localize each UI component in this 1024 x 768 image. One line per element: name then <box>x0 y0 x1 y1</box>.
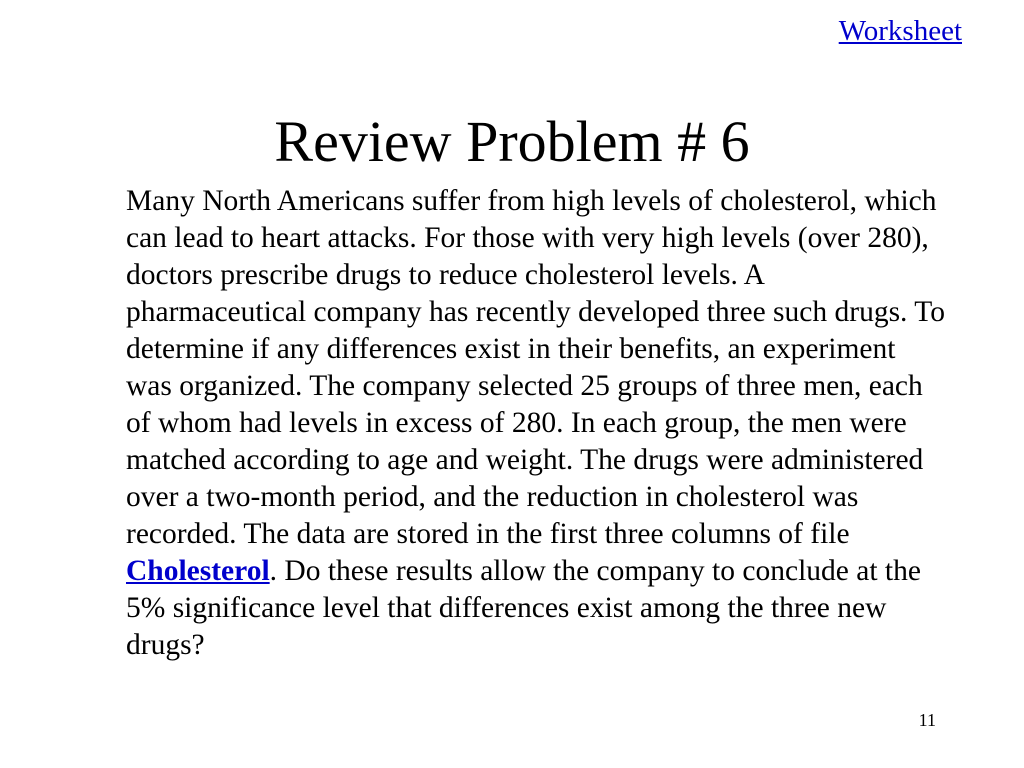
worksheet-link[interactable]: Worksheet <box>838 15 962 47</box>
slide-number: 11 <box>918 710 936 730</box>
problem-text-before-link: Many North Americans suffer from high levels of cholesterol, which can lead to heart attacks. For those with very high levels (over 280), doctors prescribe drugs to reduce cholesterol levels. A pharmaceutical company has recently developed three such drugs. To determine if any differences exist in their benefits, an experiment was organized. The company selected 25 groups of three men, each of whom had levels in excess of 280. In each group, the men were matched according to age and weight. The drugs were administered over a two-month period, and the reduction in cholesterol was recorded. The data are stored in the first three columns of file <box>126 185 945 550</box>
cholesterol-file-link[interactable]: Cholesterol <box>126 555 270 587</box>
problem-text-after-link: . Do these results allow the company to conclude at the 5% significance level that differences exist among the three new drugs? <box>126 555 921 661</box>
slide-title: Review Problem # 6 <box>274 109 750 174</box>
problem-text <box>126 183 946 664</box>
